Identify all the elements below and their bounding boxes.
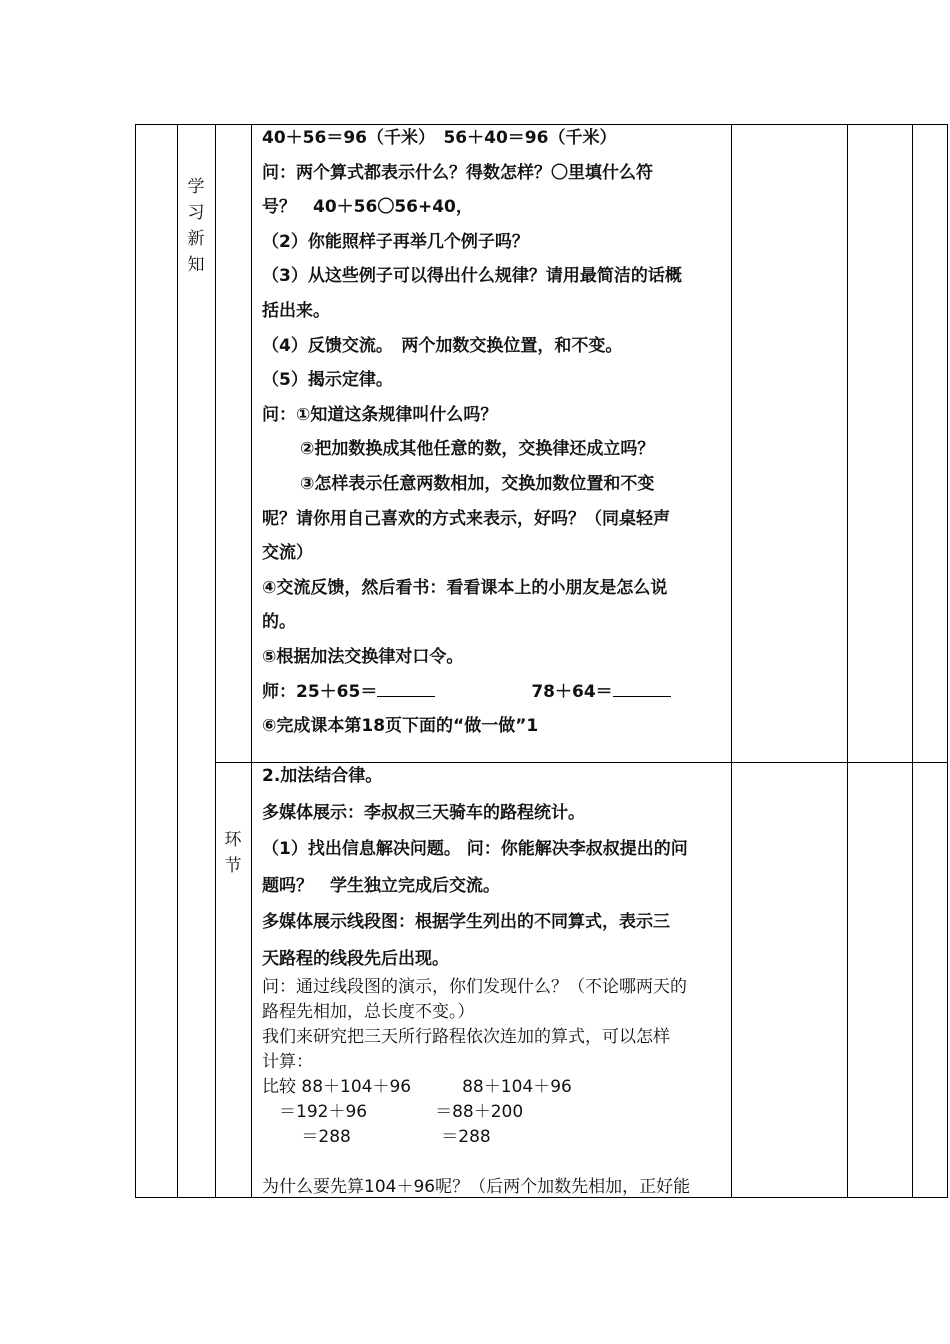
blank-line: [262, 1150, 732, 1175]
text-line: （5）揭示定律。: [262, 370, 393, 391]
lesson-table: [135, 124, 948, 1198]
text-line: （1）找出信息解决问题。 问：你能解决李叔叔提出的问: [262, 839, 688, 860]
calc-line: ＝288 ＝288: [262, 1127, 491, 1147]
answer-blank: [377, 679, 435, 697]
text-line: 号？ 40＋56〇56+40，: [262, 197, 473, 218]
commutative-law-content: [262, 124, 732, 747]
table-border: [177, 124, 178, 1198]
text-line: 为什么要先算104＋96呢？（后两个加数先相加，正好能: [262, 1177, 691, 1197]
text-line: 40＋56＝96（千米） 56＋40＝96（千米）: [262, 128, 617, 148]
drill-prefix: 师：25＋65＝: [262, 681, 378, 702]
associative-law-discussion: [262, 975, 732, 1200]
table-border: [947, 124, 948, 1198]
calc-line: ＝192＋96 ＝88＋200: [262, 1102, 524, 1122]
text-line: ⑤根据加法交换律对口令。: [262, 646, 464, 667]
drill-second: 78＋64＝: [531, 681, 613, 702]
text-line: 括出来。: [262, 300, 330, 321]
text-line: （4）反馈交流。 两个加数交换位置，和不变。: [262, 335, 623, 356]
table-border: [912, 124, 913, 1198]
section-label-stage: 环 节: [224, 830, 242, 876]
text-line: ④交流反馈，然后看书：看看课本上的小朋友是怎么说: [262, 577, 668, 598]
text-line: 多媒体展示：李叔叔三天骑车的路程统计。: [262, 802, 585, 823]
answer-blank: [613, 679, 671, 697]
table-border: [135, 124, 136, 1198]
text-line: 问：两个算式都表示什么？得数怎样？〇里填什么符: [262, 162, 653, 183]
text-line: 天路程的线段先后出现。: [262, 948, 449, 969]
text-line: 路程先相加，总长度不变。）: [262, 1002, 475, 1022]
oral-drill-line: [262, 678, 732, 713]
text-line: 计算：: [262, 1052, 313, 1072]
table-border: [847, 124, 848, 1198]
calc-line: 比较 88＋104＋96 88＋104＋96: [262, 1077, 572, 1097]
text-line: 题吗？ 学生独立完成后交流。: [262, 875, 500, 896]
text-line: 2.加法结合律。: [262, 766, 383, 786]
text-line: 问：①知道这条规律叫什么吗？: [262, 404, 498, 425]
text-line: 呢？请你用自己喜欢的方式来表示，好吗？（同桌轻声: [262, 508, 670, 529]
text-line: 的。: [262, 612, 296, 633]
table-border: [215, 124, 216, 1198]
text-line: （2）你能照样子再举几个例子吗？: [262, 231, 529, 252]
text-line: 交流）: [262, 543, 313, 564]
text-line: ⑥完成课本第18页下面的“做一做”1: [262, 716, 539, 737]
text-line: ③怎样表示任意两数相加，交换加数位置和不变: [300, 473, 655, 494]
text-line: 多媒体展示线段图：根据学生列出的不同算式，表示三: [262, 912, 670, 933]
associative-law-content: [262, 761, 732, 981]
text-line: （3）从这些例子可以得出什么规律？请用最简洁的话概: [262, 266, 682, 287]
section-label-learn-new: 学 习 新 知: [187, 177, 205, 275]
text-line: 我们来研究把三天所行路程依次连加的算式，可以怎样: [262, 1027, 670, 1047]
table-border: [251, 124, 252, 1198]
text-line: ②把加数换成其他任意的数，交换律还成立吗？: [300, 439, 655, 460]
text-line: 问：通过线段图的演示，你们发现什么？（不论哪两天的: [262, 977, 687, 997]
